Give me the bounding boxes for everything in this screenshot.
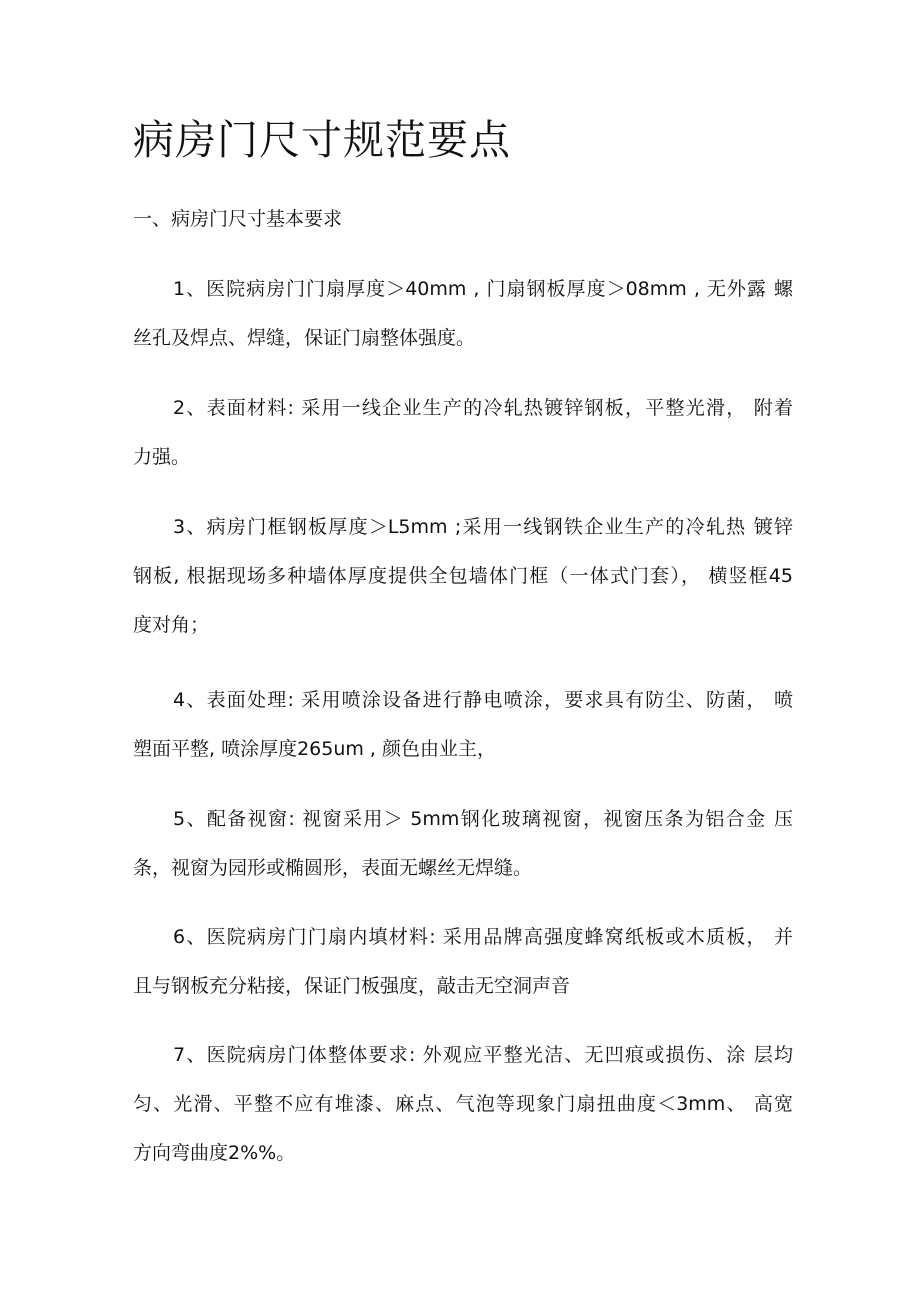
paragraph-line: 匀、光滑、平整不应有堆漆、麻点、气泡等现象门扇扭曲度＜3mm、 高宽 — [133, 1093, 793, 1115]
requirement-item-6 — [133, 913, 793, 1011]
page-title: 病房门尺寸规范要点 — [133, 116, 511, 164]
requirement-item-5 — [133, 795, 793, 893]
paragraph-line: 丝孔及焊点、焊缝，保证门扇整体强度。 — [133, 327, 476, 349]
section-heading: 一、病房门尺寸基本要求 — [133, 208, 343, 230]
paragraph-line: 6、医院病房门门扇内填材料: 采用品牌高强度蜂窝纸板或木质板， 并 — [173, 926, 793, 948]
paragraph-line: 钢板, 根据现场多种墙体厚度提供全包墙体门框（一体式门套）， 横竖框45 — [133, 565, 793, 587]
requirement-item-3 — [133, 503, 793, 650]
paragraph-line: 方向弯曲度2%%。 — [133, 1142, 296, 1164]
paragraph-line: 力强。 — [133, 446, 191, 468]
requirement-item-7 — [133, 1031, 793, 1178]
paragraph-line: 5、配备视窗: 视窗采用＞ 5mm钢化玻璃视窗，视窗压条为铝合金 压 — [173, 808, 793, 830]
paragraph-line: 条，视窗为园形或椭圆形，表面无螺丝无焊缝。 — [133, 857, 533, 879]
requirement-item-1 — [133, 265, 793, 363]
paragraph-line: 1、医院病房门门扇厚度＞40mm , 门扇钢板厚度＞08mm , 无外露 螺 — [173, 278, 793, 300]
paragraph-line: 度对角； — [133, 614, 210, 636]
paragraph-line: 7、医院病房门体整体要求: 外观应平整光洁、无凹痕或损伤、涂 层均 — [173, 1044, 793, 1066]
paragraph-line: 塑面平整, 喷涂厚度265um , 颜色由业主， — [133, 738, 497, 760]
paragraph-line: 且与钢板充分粘接，保证门板强度，敲击无空洞声音 — [133, 975, 571, 997]
paragraph-line: 3、病房门框钢板厚度＞L5mm ;采用一线钢铁企业生产的冷轧热 镀锌 — [173, 516, 793, 538]
requirement-item-2 — [133, 384, 793, 482]
paragraph-line: 2、表面材料: 采用一线企业生产的冷轧热镀锌钢板，平整光滑， 附着 — [173, 397, 793, 419]
requirement-item-4 — [133, 676, 793, 774]
paragraph-line: 4、表面处理: 采用喷涂设备进行静电喷涂，要求具有防尘、防菌， 喷 — [173, 689, 793, 711]
